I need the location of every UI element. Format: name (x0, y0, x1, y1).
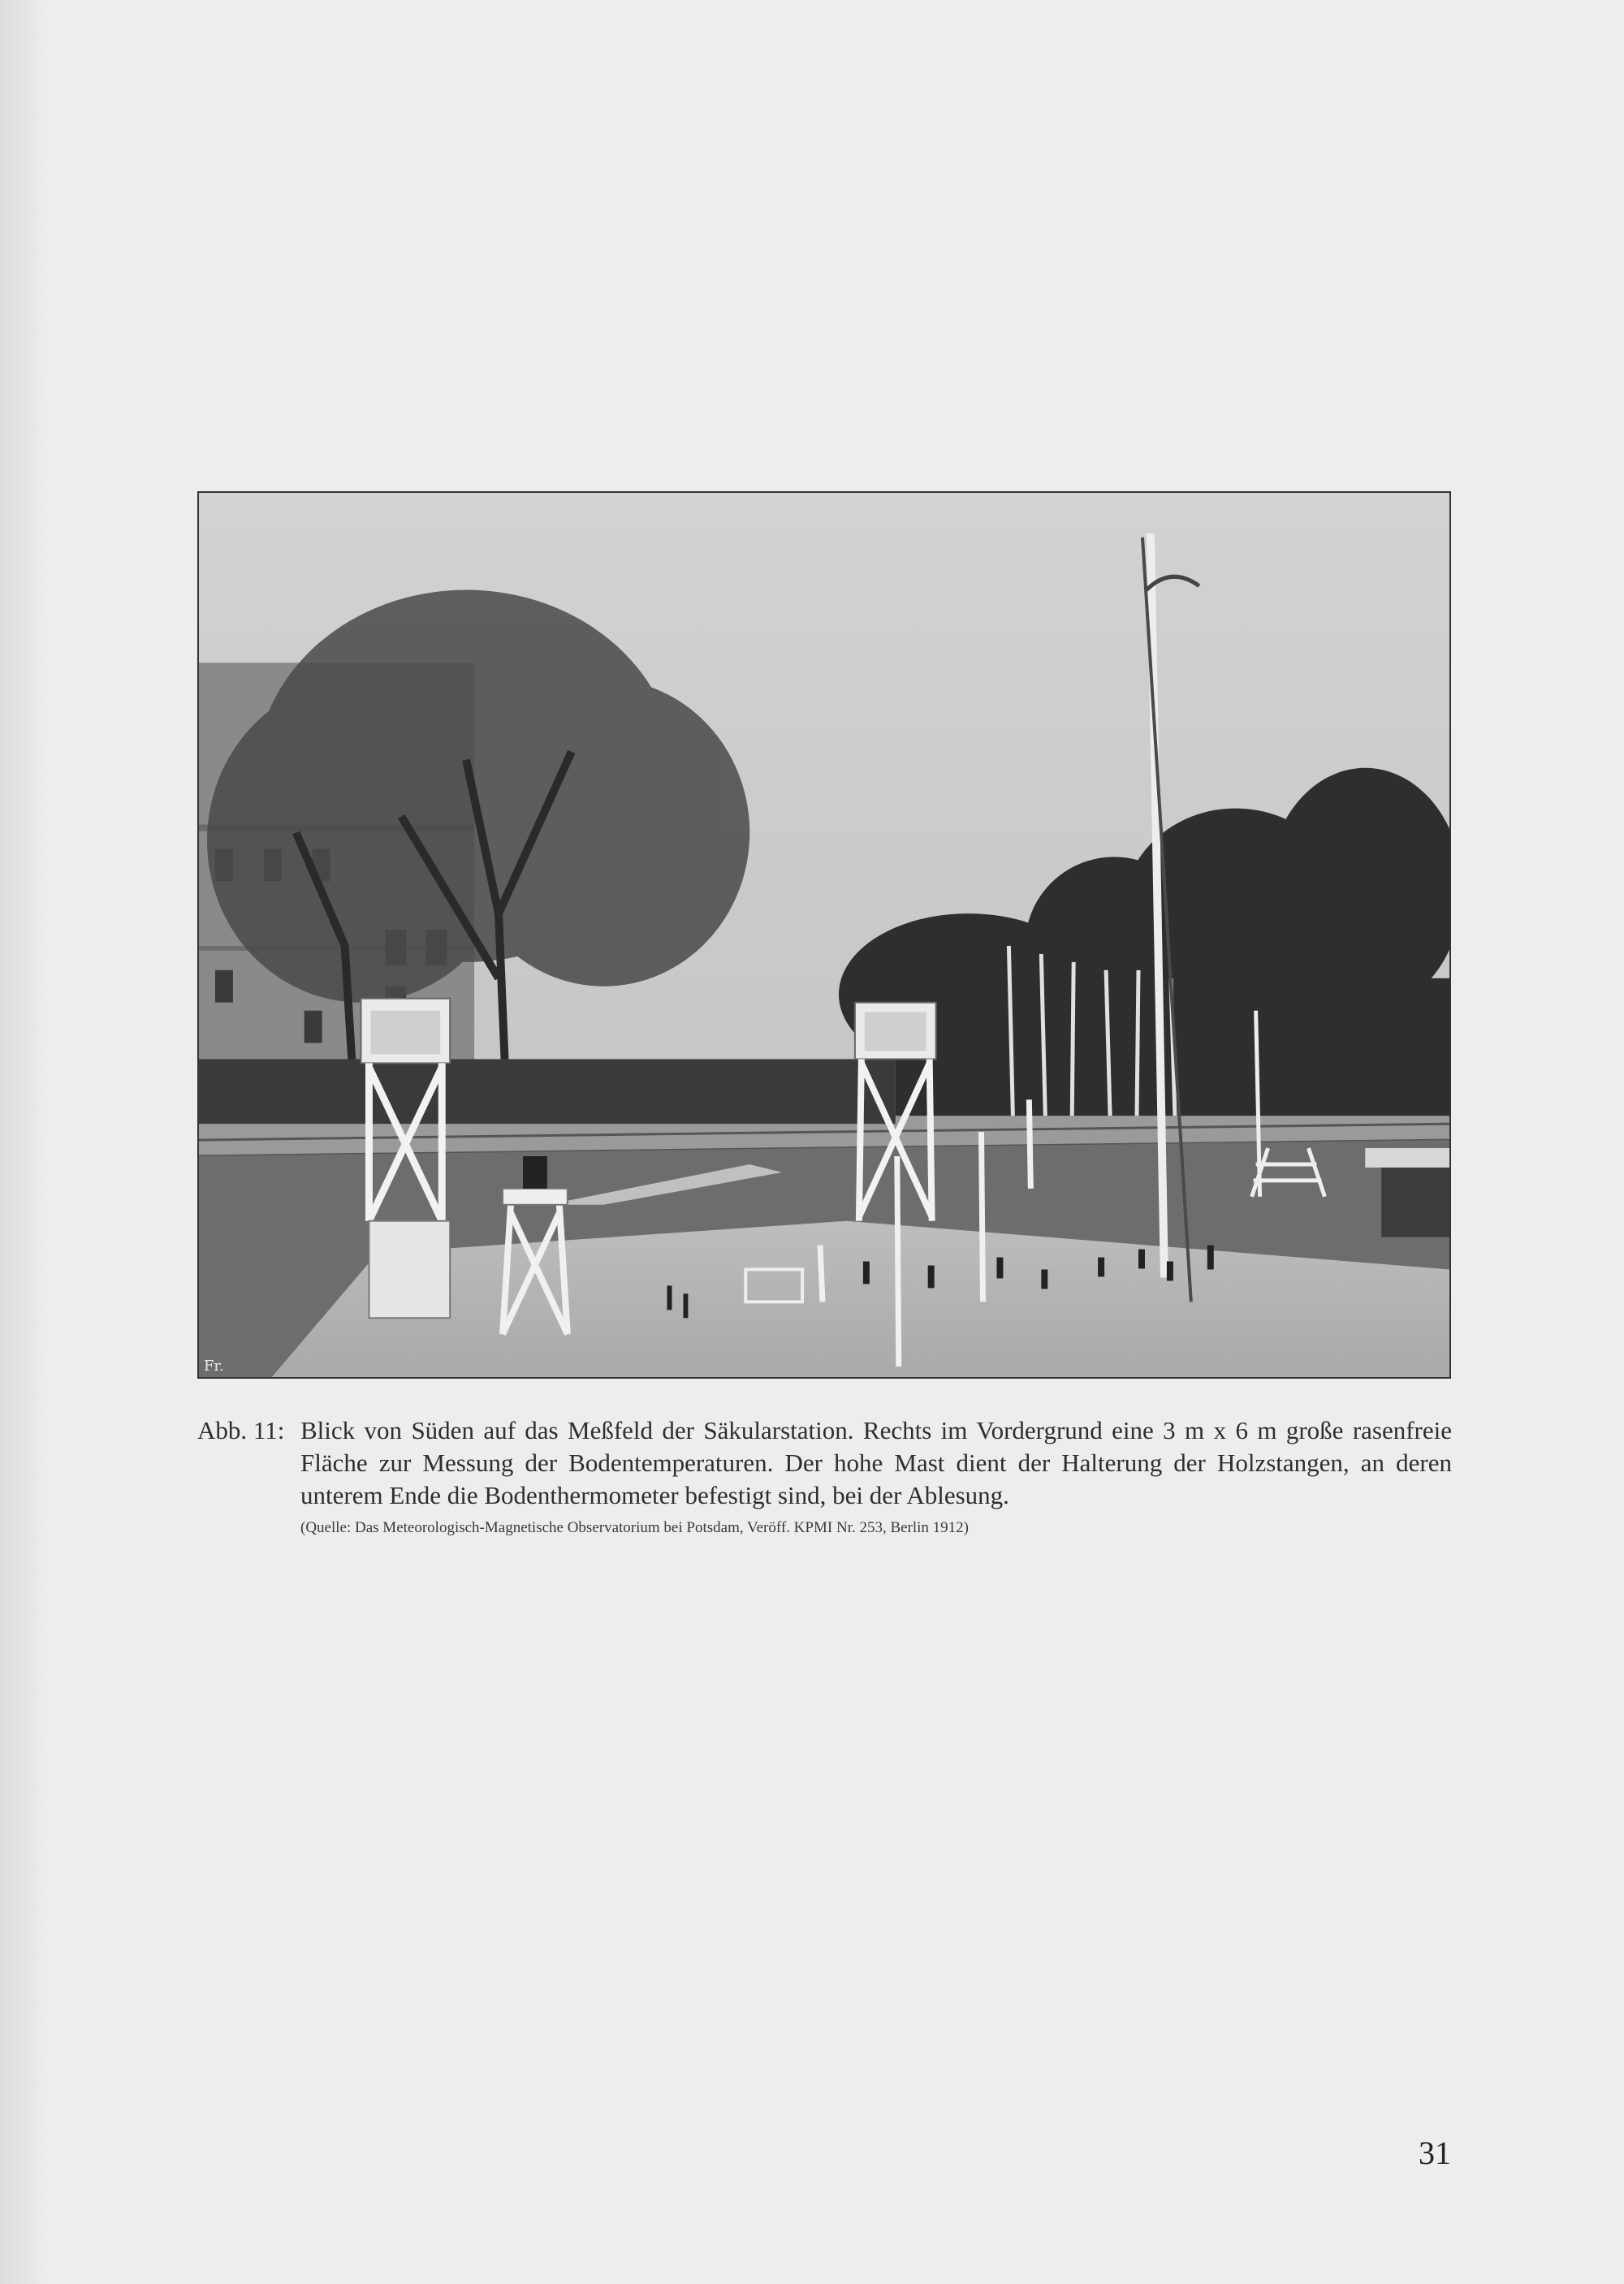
figure-caption (197, 1414, 1452, 1538)
caption-source: (Quelle: Das Meteorologisch-Magnetische Observatorium bei Potsdam, Veröff. KPMI Nr. 253, Berlin 1912) (300, 1519, 970, 1536)
instrument-box (1381, 1164, 1449, 1237)
caption-text: Blick von Süden auf das Meßfeld der Säkularstation. Rechts im Vordergrund eine 3 m x 6 m große rasenfreie Fläche zur Messung der Bodentemperaturen. Der hohe Mast dient der Halterung der Holzstangen, an deren unterem Ende die Bodenthermometer befestigt sind, bei der Ablesung. (300, 1416, 1452, 1509)
photo-illustration (199, 493, 1449, 1377)
hedge (199, 1059, 896, 1124)
instrument-box-lid (1365, 1148, 1449, 1168)
figure-photograph (197, 491, 1451, 1379)
photo-corner-mark: Fr. (203, 1358, 224, 1375)
page-edge-shadow (0, 0, 49, 2284)
page-number: 31 (1419, 2135, 1451, 2171)
caption-label: Abb. 11: (197, 1416, 285, 1444)
